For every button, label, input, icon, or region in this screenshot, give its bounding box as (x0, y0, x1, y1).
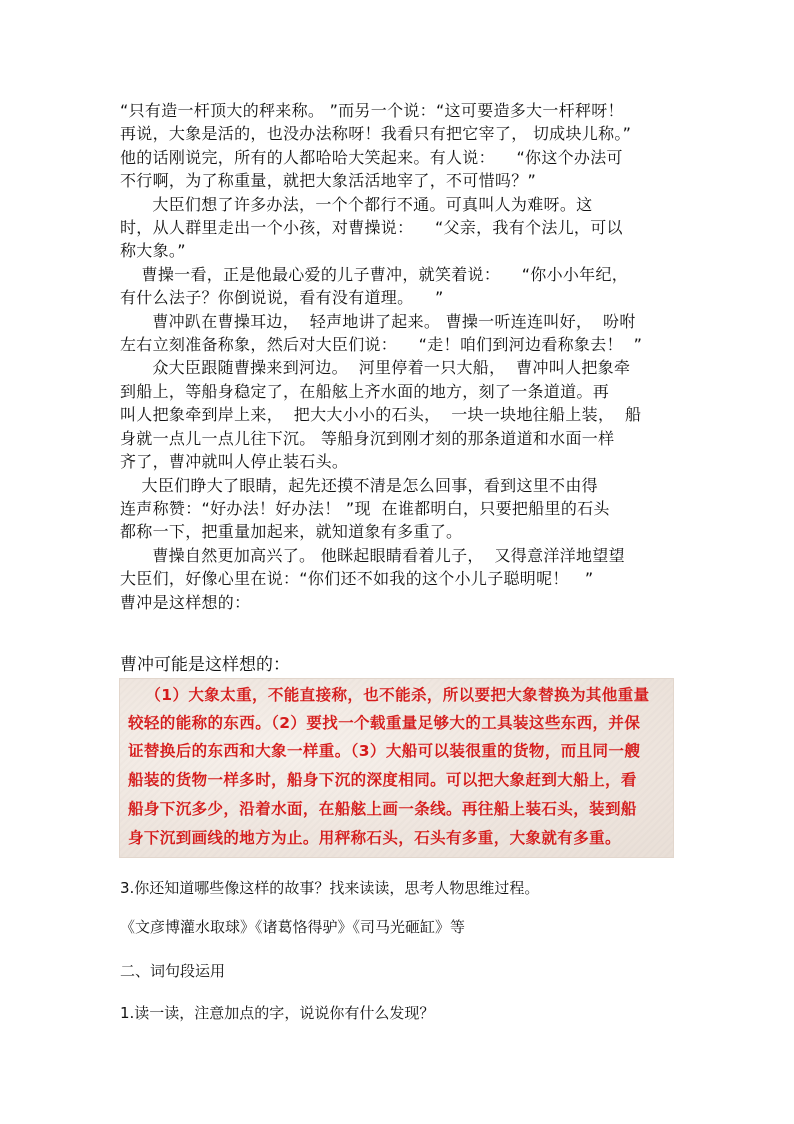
story-line: 他的话刚说完，所有的人都哈哈大笑起来。有人说： “你这个办法可 (120, 147, 623, 167)
answer-box (119, 678, 674, 858)
answer-line: 船装的货物一样多时，船身下沉的深度相同。可以把大象赶到大船上，看 (128, 771, 637, 789)
story-line: 曹操自然更加高兴了。 他眯起眼睛看着儿子， 又得意洋洋地望望 (120, 545, 625, 565)
story-line: 众大臣跟随曹操来到河边。 河里停着一只大船， 曹冲叫人把象牵 (120, 358, 631, 378)
story-line: 连声称赞：“好办法！好办法！ ”现 在谁都明白，只要把船里的石头 (120, 498, 610, 518)
story-line: 称大象。” (120, 241, 186, 261)
story-examples: 《文彦博灌水取球》《诸葛恪得驴》《司马光砸缸》等 (120, 918, 466, 936)
story-line: 叫人把象牵到岸上来， 把大大小小的石头， 一块一块地往船上装， 船 (120, 405, 642, 425)
story-text (120, 99, 680, 614)
story-line: 大臣们，好像心里在说：“你们还不如我的这个小儿子聪明呢！ ” (120, 569, 594, 589)
answer-line: 证替换后的东西和大象一样重。（3）大船可以装很重的货物，而且同一艘 (128, 742, 641, 760)
story-line: “只有造一杆顶大的秤来称。 ”而另一个说：“这可要造多大一杆秤呀！ (120, 101, 624, 120)
story-line: 曹操一看，正是他最心爱的儿子曹冲，就笑着说： “你小小年纪， (120, 264, 629, 284)
think-heading: 曹冲可能是这样想的： (120, 655, 290, 675)
section-title: 二、词句段运用 (120, 962, 226, 980)
story-line: 身就一点儿一点儿往下沉。 等船身沉到刚才刻的那条道道和水面一样 (120, 428, 615, 448)
story-line: 都称一下，把重量加起来，就知道象有多重了。 (120, 522, 463, 542)
story-line: 左右立刻准备称象，然后对大臣们说： “走！咱们到河边看称象去！ ” (120, 335, 643, 355)
story-line: 不行啊，为了称重量，就把大象活活地宰了，不可惜吗？” (120, 171, 537, 191)
story-line: 时，从人群里走出一个小孩，对曹操说： “父亲，我有个法儿，可以 (120, 218, 623, 238)
story-line: 再说，大象是活的，也没办法称呀！我看只有把它宰了， 切成块儿称。” (120, 124, 632, 144)
story-line: 有什么法子？你倒说说，看有没有道理。 ” (120, 288, 444, 308)
story-line: 大臣们想了许多办法，一个个都行不通。可真叫人为难呀。这 (120, 194, 593, 214)
question-3: 3.你还知道哪些像这样的故事？找来读读，思考人物思维过程。 (120, 879, 540, 897)
answer-line: （1）大象太重，不能直接称，也不能杀，所以要把大象替换为其他重量 (128, 686, 650, 704)
story-line: 曹冲趴在曹操耳边， 轻声地讲了起来。 曹操一听连连叫好， 吩咐 (120, 311, 636, 331)
story-line: 齐了，曹冲就叫人停止装石头。 (120, 452, 349, 472)
story-line: 曹冲是这样想的： (120, 592, 251, 612)
story-line: 到船上，等船身稳定了，在船舷上齐水面的地方，刻了一条道道。再 (120, 381, 610, 401)
story-line: 大臣们睁大了眼睛，起先还摸不清是怎么回事，看到这里不由得 (120, 475, 598, 495)
answer-line: 身下沉到画线的地方为止。用秤称石头，石头有多重，大象就有多重。 (128, 829, 621, 847)
question-1: 1.读一读，注意加点的字，说说你有什么发现？ (120, 1004, 435, 1022)
answer-line: 较轻的能称的东西。（2）要找一个载重量足够大的工具装这些东西，并保 (128, 714, 641, 732)
answer-line: 船身下沉多少，沿着水面，在船舷上画一条线。再往船上装石头，装到船 (128, 800, 637, 818)
